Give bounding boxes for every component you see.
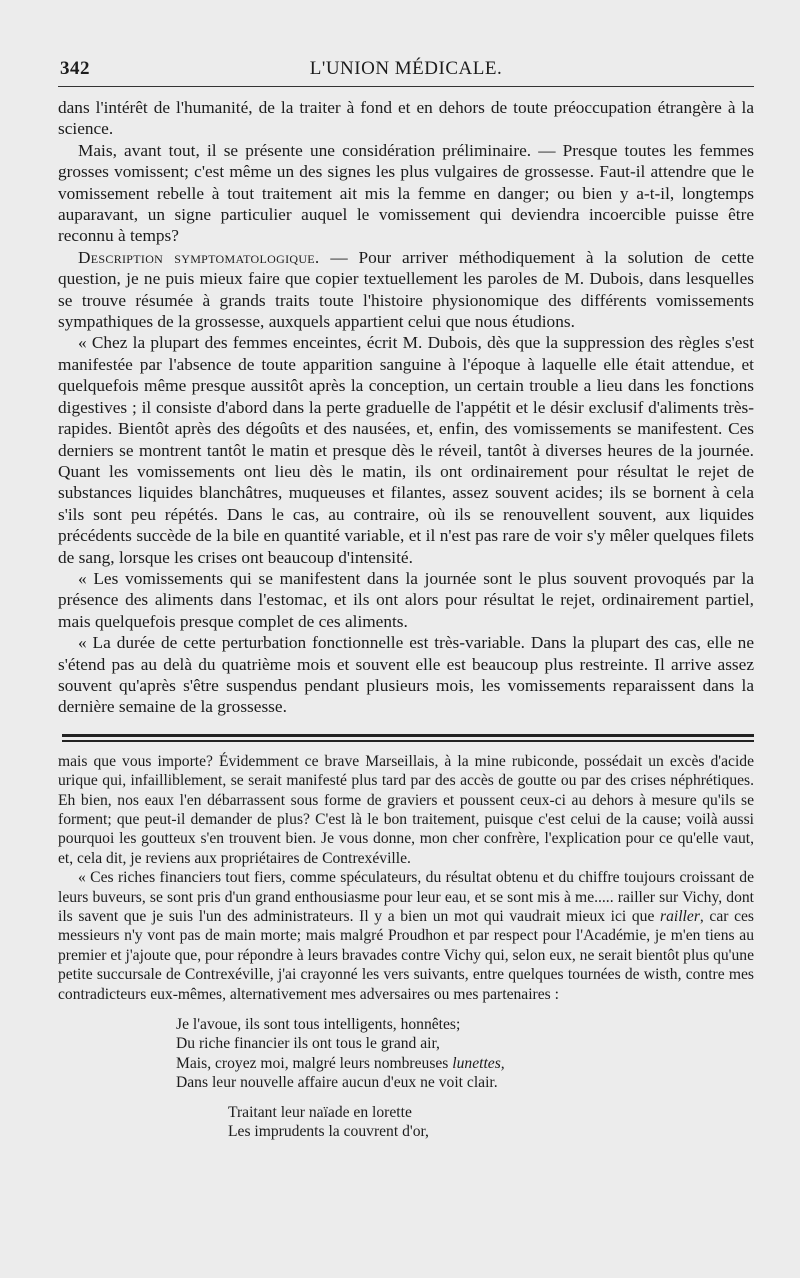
poem xyxy=(58,1015,754,1141)
poem-line: Dans leur nouvelle affaire aucun d'eux ne voit clair. xyxy=(176,1074,498,1092)
italic-word: lunettes, xyxy=(452,1054,505,1072)
paragraph: mais que vous importe? Évidemment ce brave Marseillais, à la mine rubiconde, possédait un excès d'acide urique qui, infailliblement, se serait manifesté plus tard par des accès de goutte ou par des crises néphrétiques. Eh bien, nos eaux l'en débarrassent sous forme de graviers et poussent ceux-ci au dehors à mesure qu'ils se forment; que peut-il demander de plus? C'est là le bon traitement, puisque c'est celui de la cause; voilà aussi pourquoi les goutteux s'en trouvent bien. Je vous donne, mon cher confrère, l'explication pour ce qu'elle vaut, et, cela dit, je reviens aux propriétaires de Contrexéville. xyxy=(58,752,754,867)
section-divider xyxy=(62,734,754,742)
quote-paragraph: « Chez la plupart des femmes enceintes, écrit M. Dubois, dès que la suppression des règles s'est manifestée par l'absence de toute apparition sanguine à l'époque à laquelle elle était attendue, et quelquefois même presque aussitôt après la conception, un certain trouble a lieu dans les fonctions digestives ; il consiste d'abord dans la perte graduelle de l'appétit et le désir exclusif d'aliments très-rapides. Bientôt après des dégoûts et des nausées, et, enfin, des vomissements se manifestent. Ces derniers se montrent tantôt le matin et presque dès le réveil, tantôt à diverses heures de la journée. Quant les vomissements ont lieu dès le matin, ils ont ordinairement pour résultat le rejet de substances liquides blanchâtres, muqueuses et filantes, assez souvent acides; ils se bornent à cela s'ils sont peu répétés. Dans le cas, au contraire, où ils se renouvellent souvent, aux liquides précédents succède de la bile en quantité variable, et il n'est pas rare de voir s'y mêler quelques filets de sang, lorsque les crises ont beaucoup d'intensité. xyxy=(58,333,754,567)
header-rule xyxy=(58,86,754,87)
feuilleton xyxy=(58,752,754,1004)
paragraph: « Ces riches financiers tout fiers, comme spéculateurs, du résultat obtenu et du chiffre toujours croissant de leurs buveurs, se sont pris d'un grand enthousiasme pour leur eau, et se sont mis à me..... railler sur Vichy, dont ils savent que je suis l'un des administrateurs. Il y a bien un mot qui vaudrait mieux ici que railler, car ces messieurs n'y vont pas de main morte; mais malgré Proudhon et par respect pour l'Académie, je m'en tiens au premier et j'ajoute que, pour répondre à leurs bravades contre Vichy qui, selon eux, ne serait bientôt plus qu'une petite succursale de Contrexéville, j'ai crayonné les vers suivants, entre quelques tournées de wisth, contre mes contradicteurs eux-mêmes, alternativement mes adversaires ou mes partenaires : xyxy=(58,869,754,1003)
poem-stanza xyxy=(228,1103,754,1142)
poem-line: Les imprudents la couvrent d'or, xyxy=(228,1123,429,1141)
page-header xyxy=(58,56,754,86)
poem-line: Je l'avoue, ils sont tous intelligents, honnêtes; xyxy=(176,1016,461,1034)
paragraph xyxy=(58,247,754,333)
paragraph-text: — Pour arriver méthodiquement à la solution de cette question, je ne puis mieux faire que copier textuellement les paroles de M. Dubois, dans lesquelles se trouve résumée à grands traits toute l'histoire physionomique des différents vomissements sympathiques de la grossesse, auxquels appartient celui que nous étudions. xyxy=(58,247,755,332)
poem-line: Traitant leur naïade en lorette xyxy=(228,1103,412,1121)
page-number: 342 xyxy=(60,58,90,79)
paragraph: Mais, avant tout, il se présente une considération préliminaire. — Presque toutes les femmes grosses vomissent; c'est même un des signes les plus vulgaires de grossesse. Faut-il attendre que le vomissement rebelle à tout traitement ait mis la femme en danger; ou bien y a-t-il, longtemps auparavant, un signe particulier auquel le vomissement qui deviendra incoercible puisse être reconnu à temps? xyxy=(58,140,754,246)
quote-paragraph: « Les vomissements qui se manifestent dans la journée sont le plus souvent provoqués par la présence des aliments dans l'estomac, et ils ont alors pour résultat le rejet, ordinairement partiel, mais quelquefois presque complet de ces aliments. xyxy=(58,568,754,631)
poem-stanza xyxy=(176,1015,754,1093)
paragraph: dans l'intérêt de l'humanité, de la traiter à fond et en dehors de toute préoccupation étrangère à la science. xyxy=(58,98,754,139)
main-article xyxy=(58,97,754,718)
section-heading: Description symptomatologique. xyxy=(78,247,320,267)
italic-word: railler xyxy=(660,908,700,926)
poem-line: Du riche financier ils ont tous le grand air, xyxy=(176,1035,440,1053)
running-title: L'UNION MÉDICALE. xyxy=(309,58,503,79)
poem-line: Mais, croyez moi, malgré leurs nombreuses lunettes, xyxy=(176,1054,505,1072)
quote-paragraph: « La durée de cette perturbation fonctionnelle est très-variable. Dans la plupart des cas, elle ne s'étend pas au delà du quatrième mois et souvent elle est beaucoup plus restreinte. Il arrive assez souvent qu'après s'être suspendus pendant plusieurs mois, les vomissements reparaissent dans la dernière semaine de la grossesse. xyxy=(58,633,754,717)
